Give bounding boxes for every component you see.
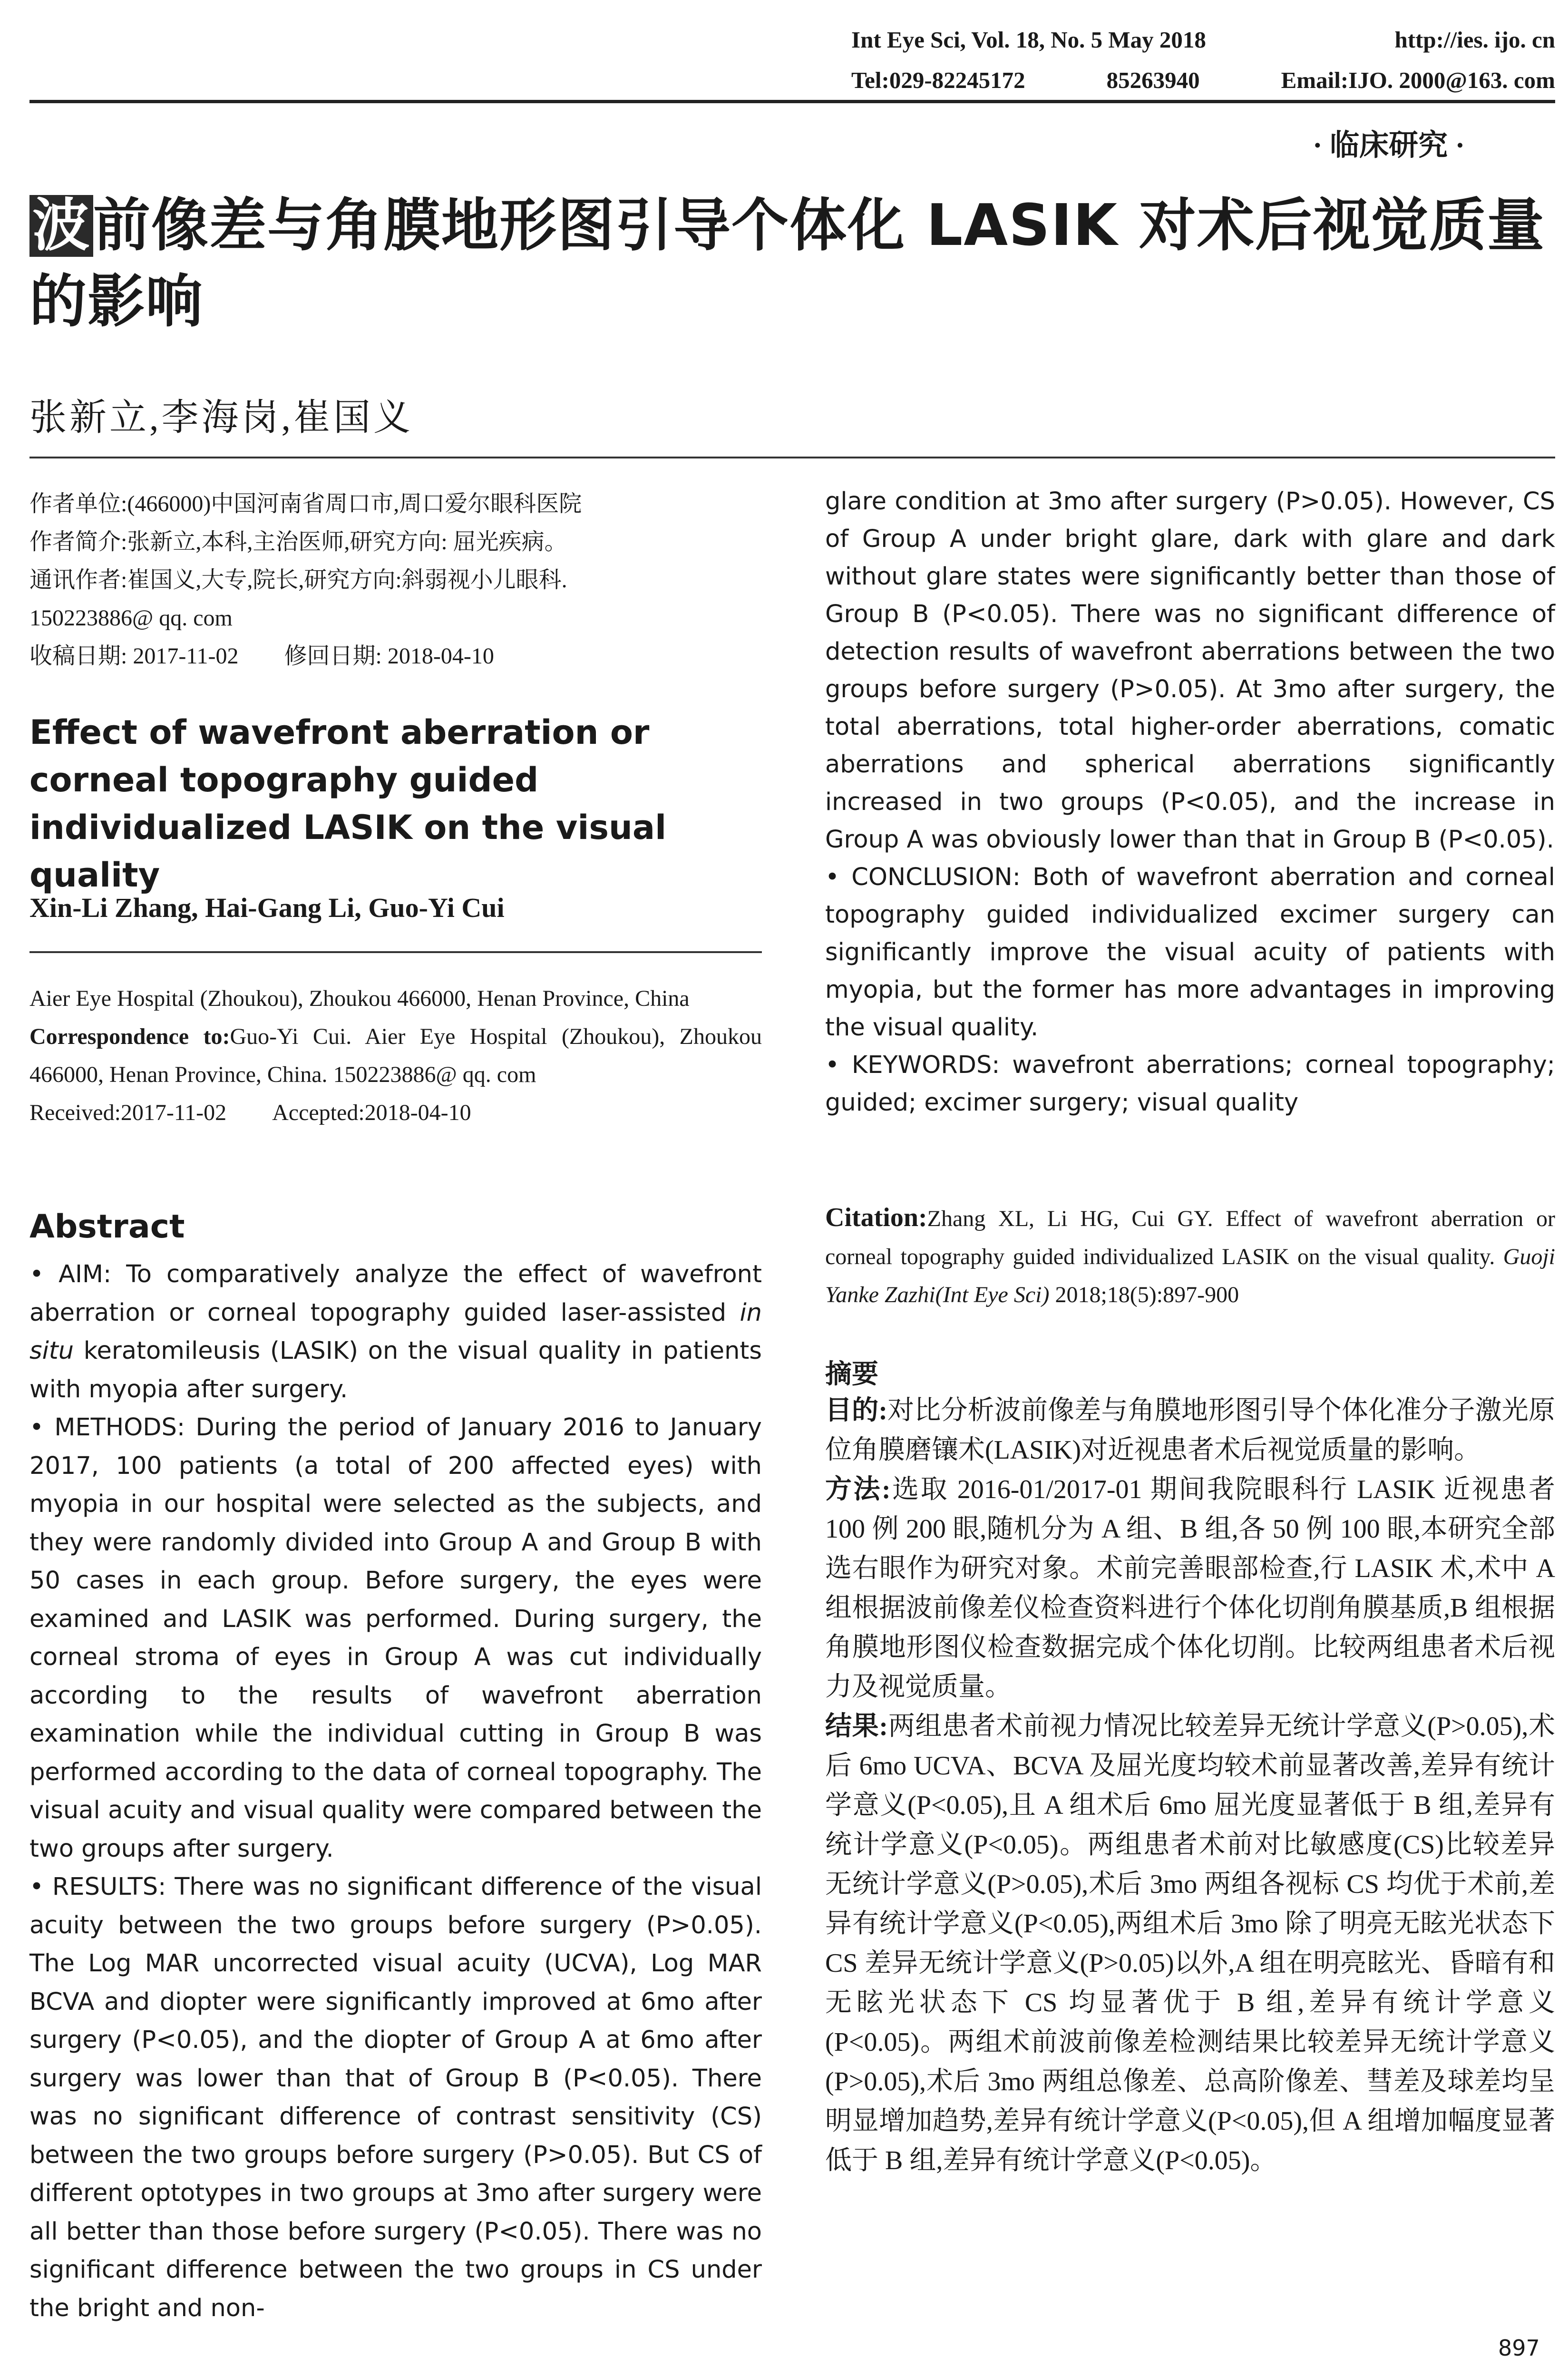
abstract-results bbox=[29, 1868, 762, 2328]
header-divider bbox=[29, 100, 1555, 103]
conclusion-text: Both of wavefront aberration and corneal topography guided individualized excimer surgery can significantly improve the visual acuity of patients with myopia, but the former has more advantages in improving the visual quality. bbox=[825, 863, 1555, 1042]
cn-aim-label: 目的: bbox=[825, 1396, 887, 1425]
aim-end: keratomileusis (LASIK) on the visual quality in patients with myopia after surgery. bbox=[29, 1337, 762, 1403]
cn-results bbox=[825, 1707, 1555, 2181]
journal-tel: Tel:029-82245172 bbox=[851, 67, 1025, 93]
title-rest: 前像差与角膜地形图引导个体化 LASIK 对术后视觉质量的影响 bbox=[29, 193, 1545, 335]
cn-results-label: 结果: bbox=[825, 1712, 888, 1741]
en-hospital: Aier Eye Hospital (Zhoukou), Zhoukou 466000, Henan Province, China bbox=[29, 986, 690, 1011]
keywords-label: • KEYWORDS: bbox=[825, 1051, 1000, 1079]
aim-label: • AIM: bbox=[29, 1260, 112, 1288]
journal-url: http://ies. ijo. cn bbox=[1394, 27, 1555, 53]
title-divider bbox=[29, 457, 1555, 458]
article-title bbox=[29, 188, 1556, 340]
results-label: • RESULTS: bbox=[29, 1873, 166, 1901]
aim-italic: in situ bbox=[29, 1298, 762, 1365]
cn-methods-label: 方法: bbox=[825, 1475, 891, 1504]
en-affiliation bbox=[29, 980, 762, 1132]
cn-aim bbox=[825, 1391, 1555, 1470]
journal-header-line-1 bbox=[851, 26, 1555, 53]
abstract-keywords bbox=[825, 1046, 1555, 1121]
citation bbox=[825, 1198, 1555, 1314]
en-correspondence bbox=[29, 1018, 762, 1094]
keywords-text: wavefront aberrations; corneal topography; guided; excimer surgery; visual quality bbox=[825, 1051, 1555, 1117]
cn-authors: 张新立,李海岗,崔国义 bbox=[29, 397, 414, 438]
journal-citation: Int Eye Sci, Vol. 18, No. 5 May 2018 bbox=[851, 27, 1206, 53]
cn-results-text: 两组患者术前视力情况比较差异无统计学意义(P>0.05),术后 6mo UCVA、BCVA 及屈光度均较术前显著改善,差异有统计学意义(P<0.05),且 A 组术后 6mo 屈光度显著低于 B 组,差异有统计学意义(P<0.05)。两组患者术前对比敏感度(CS)比较差异无统计学意义(P>0.05),术后 3mo 两组各视标 CS 均优于术前,差异有统计学意义(P<0.05),两组术后 3mo 除了明亮无眩光状态下 CS 差异无统计学意义(P>0.05)以外,A 组在明亮眩光、昏暗有和无眩光状态下 CS 均显著优于 B 组,差异有统计学意义(P<0.05)。两组术前波前像差检测结果比较差异无统计学意义(P>0.05),术后 3mo 两组总像差、总高阶像差、彗差及球差均呈明显增加趋势,差异有统计学意义(P<0.05),但 A 组增加幅度显著低于 B 组,差异有统计学意义(P<0.05)。 bbox=[825, 1712, 1555, 2175]
cn-author-meta bbox=[29, 485, 762, 675]
cn-corr: 通讯作者:崔国义,大专,院长,研究方向:斜弱视小儿眼科. bbox=[29, 567, 567, 593]
abstract-methods bbox=[29, 1409, 762, 1868]
methods-label: • METHODS: bbox=[29, 1413, 185, 1442]
corr-label: Correspondence to: bbox=[29, 1024, 230, 1049]
citation-label: Citation: bbox=[825, 1203, 927, 1232]
cn-bio: 作者简介:张新立,本科,主治医师,研究方向: 屈光疾病。 bbox=[29, 529, 567, 555]
section-label: · 临床研究 · bbox=[1313, 129, 1465, 162]
cn-abstract-heading: 摘要 bbox=[825, 1360, 878, 1389]
abstract-left-column bbox=[29, 1256, 762, 2328]
results-continued: glare condition at 3mo after surgery (P>0.05). However, CS of Group A under bright glare, dark with glare and dark without glare states were significantly better than those of Group B (P<0.05). There was no significant difference of detection results of wavefront aberrations between the two groups before surgery (P>0.05). At 3mo after surgery, the total aberrations, total higher-order aberrations, comatic aberrations and spherical aberrations significantly increased in two groups (P<0.05), and the increase in Group A was obviously lower than that in Group B (P<0.05). bbox=[825, 487, 1555, 854]
journal-email: Email:IJO. 2000@163. com bbox=[1281, 67, 1555, 93]
en-authors: Xin-Li Zhang, Hai-Gang Li, Guo-Yi Cui bbox=[29, 892, 505, 923]
citation-tail: 2018;18(5):897-900 bbox=[1055, 1282, 1239, 1307]
abstract-right-column bbox=[825, 483, 1555, 1121]
cn-abstract bbox=[825, 1391, 1555, 2181]
abstract-aim bbox=[29, 1256, 762, 1409]
cn-aim-text: 对比分析波前像差与角膜地形图引导个体化准分子激光原位角膜磨镶术(LASIK)对近视患者术后视觉质量的影响。 bbox=[825, 1396, 1556, 1465]
citation-journal: Guoji Yanke Zazhi(Int Eye Sci) bbox=[825, 1244, 1556, 1307]
conclusion-label: • CONCLUSION: bbox=[825, 863, 1021, 891]
abstract-conclusion bbox=[825, 858, 1555, 1046]
cn-methods-text: 选取 2016-01/2017-01 期间我院眼科行 LASIK 近视患者 100 例 200 眼,随机分为 A 组、B 组,各 50 例 100 眼,本研究全部选右眼作为研究对象。术前完善眼部检查,行 LASIK 术,术中 A 组根据波前像差仪检查资料进行个体化切削角膜基质,B 组根据角膜地形图仪检查数据完成个体化切削。比较两组患者术后视力及视觉质量。 bbox=[825, 1475, 1555, 1702]
citation-text: Zhang XL, Li HG, Cui GY. Effect of wavefront aberration or corneal topography guided individualized LASIK on the visual quality. bbox=[825, 1206, 1555, 1269]
methods-text: During the period of January 2016 to January 2017, 100 patients (a total of 200 affected eyes) with myopia in our hospital were selected as the subjects, and they were randomly divided into Group A and Group B with 50 cases in each group. Before surgery, the eyes were examined and LASIK was performed. During surgery, the corneal stroma of eyes in Group A was cut individually according to the results of wavefront aberration examination while the individual cutting in Group B was performed according to the data of corneal topography. The visual acuity and visual quality were compared between the two groups after surgery. bbox=[29, 1413, 762, 1863]
title-first-char: 波 bbox=[29, 195, 93, 257]
page-number: 897 bbox=[1498, 2335, 1540, 2361]
abstract-heading: Abstract bbox=[29, 1208, 185, 1246]
en-received: Received:2017-11-02 Accepted:2018-04-10 bbox=[29, 1100, 471, 1125]
cn-unit: 作者单位:(466000)中国河南省周口市,周口爱尔眼科医院 bbox=[29, 491, 582, 516]
journal-tel-2: 85263940 bbox=[1106, 67, 1200, 93]
en-title: Effect of wavefront aberration or corneal topography guided individualized LASIK on the visual quality bbox=[29, 713, 667, 895]
cn-corr-email: 150223886@ qq. com bbox=[29, 605, 233, 631]
cn-dates: 收稿日期: 2017-11-02 修回日期: 2018-04-10 bbox=[29, 643, 494, 669]
cn-methods bbox=[825, 1470, 1555, 1707]
corr-text: Guo-Yi Cui. Aier Eye Hospital (Zhoukou), Zhoukou 466000, Henan Province, China. 150223886@ qq. com bbox=[29, 1024, 762, 1087]
journal-header-line-2 bbox=[851, 67, 1555, 94]
aim-text: To comparatively analyze the effect of wavefront aberration or corneal topography guided laser-assisted bbox=[29, 1260, 762, 1327]
results-text-left: There was no significant difference of the visual acuity between the two groups before surgery (P>0.05). The Log MAR uncorrected visual acuity (UCVA), Log MAR BCVA and diopter were significantly improved at 6mo after surgery (P<0.05), and the diopter of Group A at 6mo after surgery was lower than that of Group B (P<0.05). There was no significant difference of contrast sensitivity (CS) between the two groups before surgery (P>0.05). But CS of different optotypes in two groups at 3mo after surgery were all better than those before surgery (P<0.05). There was no significant difference between the two groups in CS under the bright and non- bbox=[29, 1873, 762, 2322]
affil-divider bbox=[29, 951, 762, 953]
